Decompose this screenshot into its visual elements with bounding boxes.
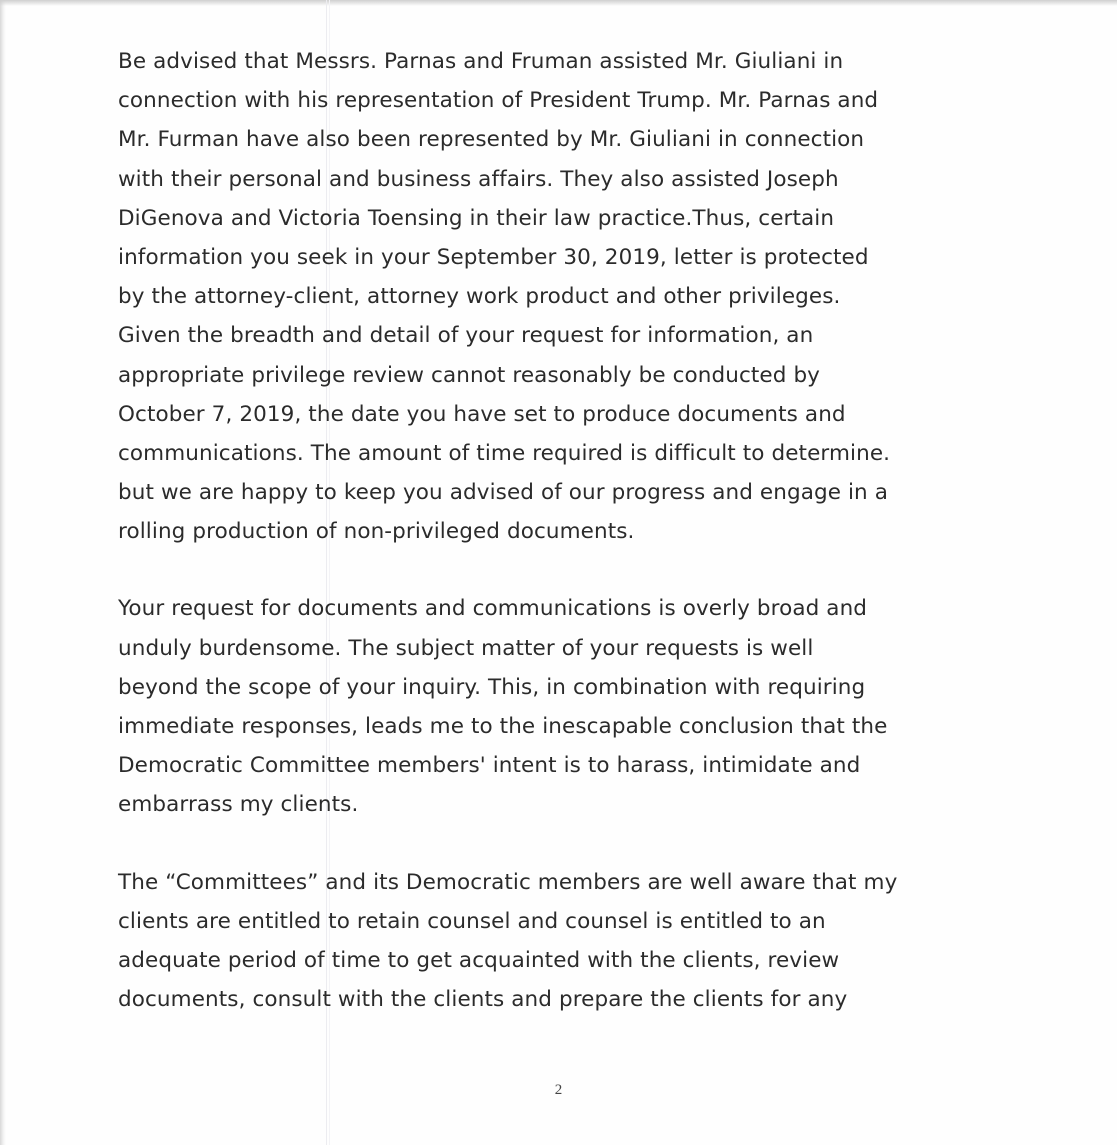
page-number: 2 — [554, 1082, 563, 1098]
text-line: appropriate privilege review cannot reasonably be conducted by — [118, 362, 821, 388]
text-line: beyond the scope of your inquiry. This, in combination with requiring — [118, 674, 866, 700]
text-line: information you seek in your September 30, 2019, letter is protected — [118, 244, 869, 270]
text-line: Given the breadth and detail of your request for information, an — [118, 323, 814, 349]
text-line: October 7, 2019, the date you have set to produce documents and — [118, 401, 846, 427]
text-line: documents, consult with the clients and prepare the clients for any — [118, 987, 848, 1013]
text-line: adequate period of time to get acquainted with the clients, review — [118, 947, 840, 973]
scan-edge-left — [0, 0, 6, 1145]
text-line: with their personal and business affairs. They also assisted Joseph — [118, 166, 839, 192]
scan-edge-top — [0, 0, 1117, 6]
text-line: embarrass my clients. — [118, 792, 359, 818]
text-line: but we are happy to keep you advised of our progress and engage in a — [118, 480, 888, 506]
text-line: Democratic Committee members' intent is to harass, intimidate and — [118, 753, 861, 779]
text-line: unduly burdensome. The subject matter of your requests is well — [118, 635, 814, 661]
text-line: Your request for documents and communications is overly broad and — [118, 596, 868, 622]
paragraph-counsel — [118, 863, 1018, 1020]
paragraph-overbroad — [118, 589, 1018, 824]
text-line: Mr. Furman have also been represented by Mr. Giuliani in connection — [118, 127, 865, 153]
paragraph-privilege — [118, 42, 1018, 551]
text-line: immediate responses, leads me to the inescapable conclusion that the — [118, 714, 888, 739]
text-line: by the attorney-client, attorney work product and other privileges. — [118, 284, 841, 310]
text-line: rolling production of non-privileged documents. — [118, 519, 635, 545]
text-line: communications. The amount of time required is difficult to determine. — [118, 440, 891, 466]
letter-body — [118, 42, 1018, 1057]
text-line: connection with his representation of President Trump. Mr. Parnas and — [118, 88, 879, 114]
text-line: DiGenova and Victoria Toensing in their law practice.Thus, certain — [118, 205, 835, 231]
text-line: clients are entitled to retain counsel and counsel is entitled to an — [118, 908, 826, 934]
text-line: The “Committees” and its Democratic members are well aware that my — [118, 869, 898, 895]
text-line: Be advised that Messrs. Parnas and Fruman assisted Mr. Giuliani in — [118, 49, 844, 74]
